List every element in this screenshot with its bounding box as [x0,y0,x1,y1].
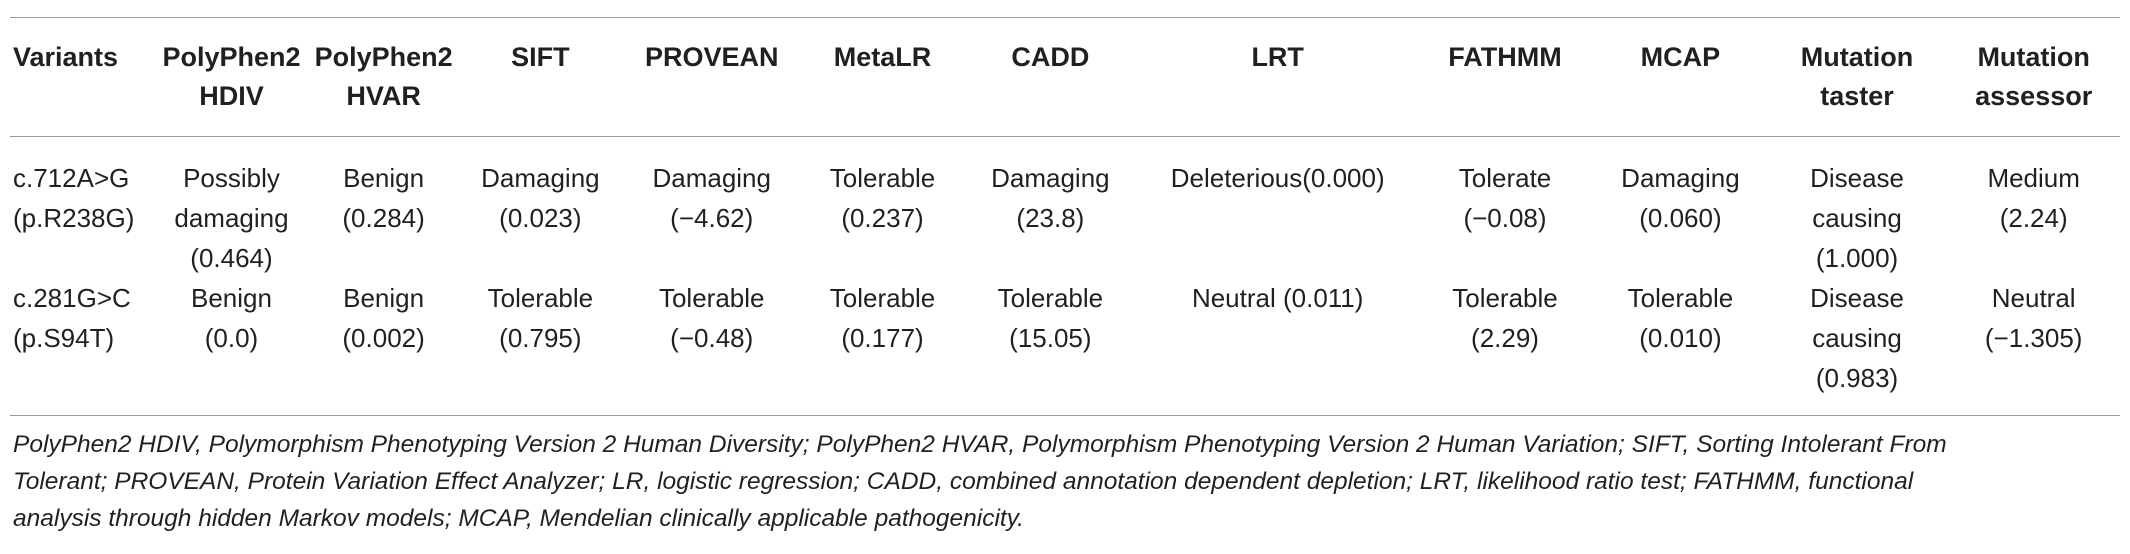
header-mcap: MCAP [1640,42,1721,72]
header-cadd: CADD [1011,42,1090,72]
header-mutation-assessor: Mutation assessor [1975,42,2093,111]
cell-mcap: Damaging (0.060) [1621,163,1740,233]
table-footnote [13,426,2108,537]
cell-mutation-taster: Disease causing (0.983) [1810,283,1904,393]
cell-lrt: Neutral (0.011) [1191,283,1364,313]
footnote-line: analysis through hidden Markov models; MCAP, Mendelian clinically applicable pathogenicity. [13,505,1024,532]
cell-polyphen2-hvar: Benign (0.284) [342,163,425,233]
cell-polyphen2-hvar: Benign (0.002) [342,283,425,353]
table-bottom-rule [10,415,2120,416]
header-polyphen2-hdiv: PolyPhen2 HDIV [162,42,301,111]
cell-variant: c.712A>G (p.R238G) [13,163,135,233]
header-variants: Variants [13,42,119,72]
cell-polyphen2-hdiv: Benign (0.0) [190,283,272,353]
cell-mutation-taster: Disease causing (1.000) [1810,163,1904,273]
cell-mutation-assessor: Medium (2.24) [1987,163,2080,233]
cell-sift: Damaging (0.023) [481,163,600,233]
cell-provean: Tolerable (−0.48) [658,283,765,353]
table-header-row [10,18,2120,136]
footnote-line: PolyPhen2 HDIV, Polymorphism Phenotyping Version 2 Human Diversity; PolyPhen2 HVAR, Polymorphism Phenotyping Version 2 Human Variation; SIFT, Sorting Intolerant From [13,431,1947,458]
cell-metalr: Tolerable (0.237) [829,163,936,233]
cell-provean: Damaging (−4.62) [652,163,771,233]
table-row [10,278,2120,398]
header-provean: PROVEAN [644,42,779,72]
cell-cadd: Tolerable (15.05) [997,283,1104,353]
header-fathmm: FATHMM [1448,42,1562,72]
footnote-line: Tolerant; PROVEAN, Protein Variation Effect Analyzer; LR, logistic regression; CADD, combined annotation dependent depletion; LRT, likelihood ratio test; FATHMM, functional [13,468,1914,495]
cell-mcap: Tolerable (0.010) [1627,283,1734,353]
cell-sift: Tolerable (0.795) [487,283,594,353]
cell-lrt: Deleterious(0.000) [1170,163,1385,193]
cell-metalr: Tolerable (0.177) [829,283,936,353]
cell-variant: c.281G>C (p.S94T) [13,283,131,353]
variant-prediction-table [10,18,2120,398]
header-sift: SIFT [511,42,570,72]
table-row [10,136,2120,278]
cell-cadd: Damaging (23.8) [991,163,1110,233]
header-metalr: MetaLR [833,42,932,72]
cell-polyphen2-hdiv: Possibly damaging (0.464) [174,163,289,273]
header-polyphen2-hvar: PolyPhen2 HVAR [314,42,453,111]
header-lrt: LRT [1251,42,1304,72]
cell-fathmm: Tolerable (2.29) [1452,283,1558,353]
header-mutation-taster: Mutation taster [1800,42,1914,111]
cell-fathmm: Tolerate (−0.08) [1458,163,1552,233]
cell-mutation-assessor: Neutral (−1.305) [1984,283,2083,353]
